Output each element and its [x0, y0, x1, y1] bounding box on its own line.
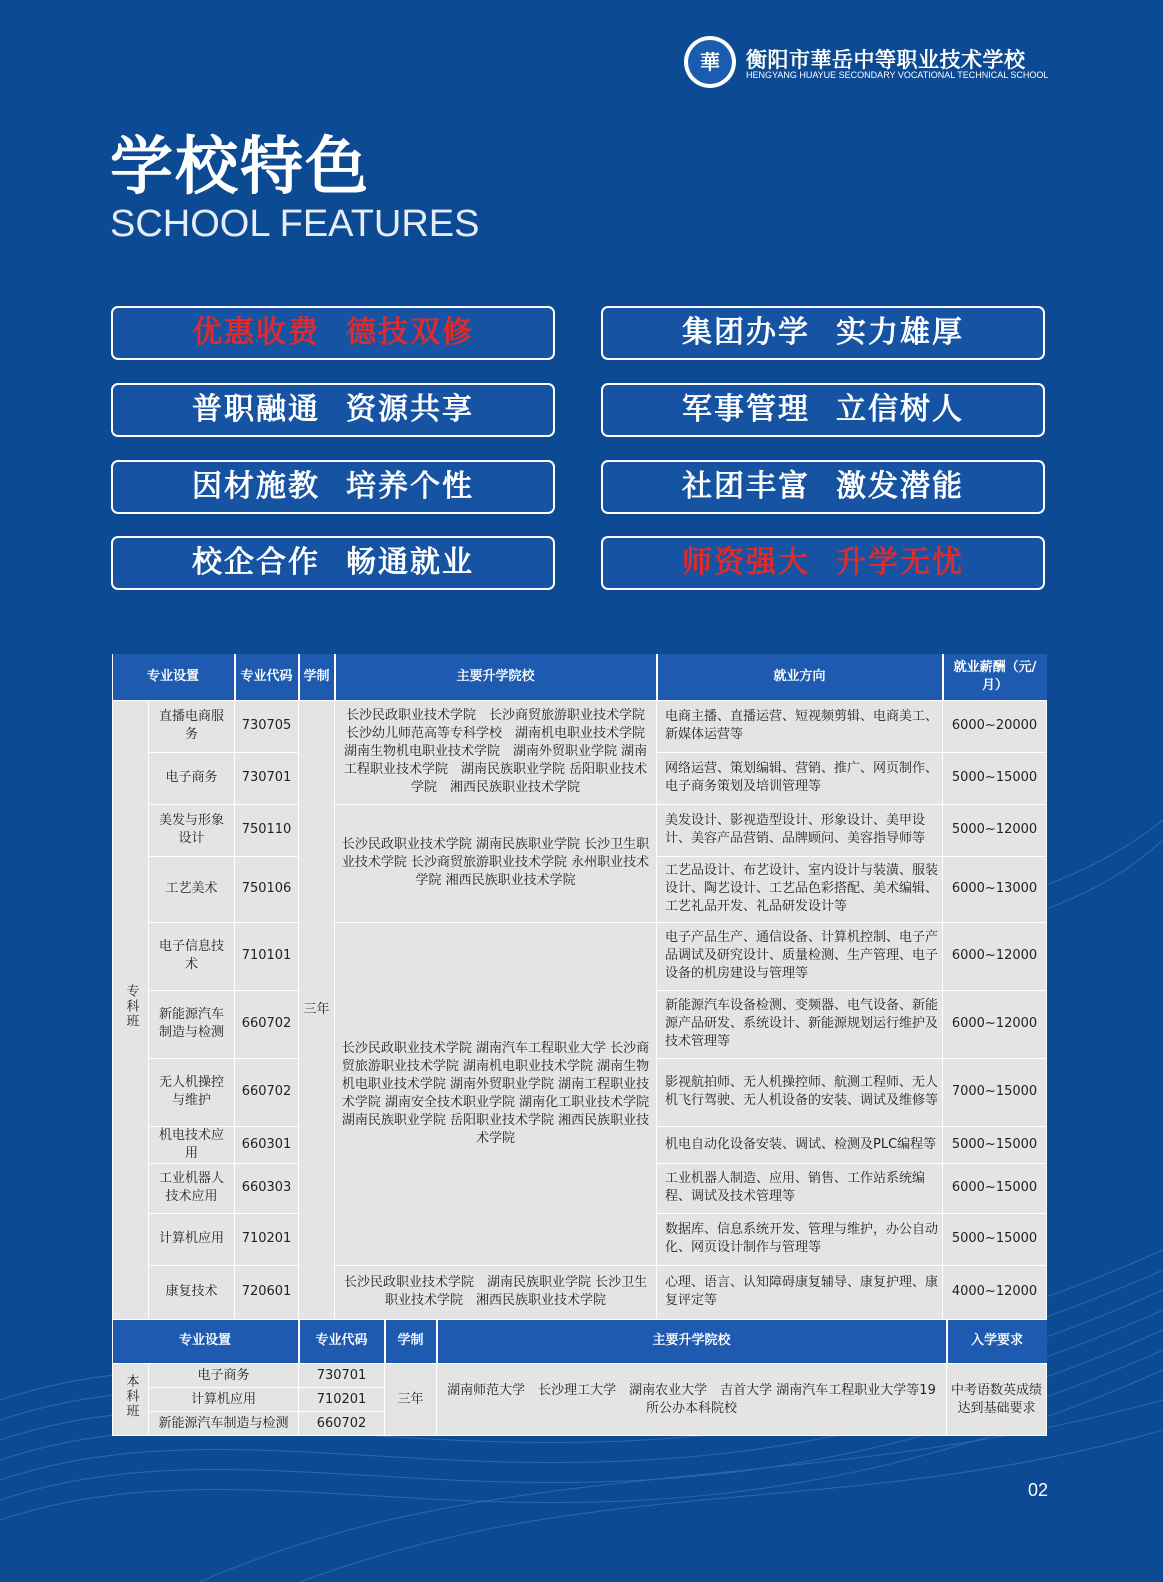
requirement-cell: 中考语数英成绩达到基础要求 [947, 1364, 1047, 1436]
header-schools: 主要升学院校 [335, 654, 657, 700]
page-subtitle: SCHOOL FEATURES [110, 203, 480, 245]
feature-box: 优惠收费 德技双修 [111, 306, 555, 360]
header-major: 专业设置 [113, 654, 235, 700]
feature-box: 普职融通 资源共享 [111, 383, 555, 437]
header-code: 专业代码 [235, 654, 299, 700]
schools-cell: 长沙民政职业技术学院 湖南民族职业学院 长沙卫生职业技术学院 长沙商贸旅游职业技术学院 永州职业技术学院 湘西民族职业技术学院 [335, 804, 657, 922]
table-row: 美发与形象设计 750110 长沙民政职业技术学院 湖南民族职业学院 长沙卫生职业技术学院 长沙商贸旅游职业技术学院 永州职业技术学院 湘西民族职业技术学院 美发设计、影视造型设计、形象设计、美甲设计、美容产品营销、品牌顾问、美容指导师等 5000~12000 [113, 804, 1047, 856]
table-row: 电子信息技术 710101 长沙民政职业技术学院 湖南汽车工程职业大学 长沙商贸旅游职业技术学院 湖南机电职业技术学院 湖南生物机电职业技术学院 湖南外贸职业学院 湖南工程职业技术学院 湖南安全技术职业学院 湖南化工职业技术学院 湖南民族职业学院 岳阳职业技术学院 湘西民族职业技术学院 电子产品生产、通信设备、计算机控制、电子产品调试及研究设计、质量检测、生产管理、电子设备的机房建设与管理等 6000~12000 [113, 922, 1047, 990]
associate-majors-table [112, 654, 1047, 1320]
page-title: 学校特色 [110, 130, 370, 203]
table-row: 电子商务 730701 网络运营、策划编辑、营销、推广、网页制作、电子商务策划及培训管理等 5000~15000 [113, 752, 1047, 804]
table-row: 无人机操控与维护 660702 影视航拍师、无人机操控师、航测工程师、无人机飞行驾驶、无人机设备的安装、调试及维修等 7000~15000 [113, 1058, 1047, 1126]
table-row: 计算机应用 710201 数据库、信息系统开发、管理与维护，办公自动化、网页设计制作与管理等 5000~15000 [113, 1213, 1047, 1265]
table-row: 新能源汽车制造与检测 660702 [113, 1412, 1047, 1436]
header-code: 专业代码 [299, 1320, 385, 1364]
feature-box: 因材施教 培养个性 [111, 460, 555, 514]
feature-box: 军事管理 立信树人 [601, 383, 1045, 437]
schools-cell: 长沙民政职业技术学院 湖南民族职业学院 长沙卫生职业技术学院 湘西民族职业技术学院 [335, 1265, 657, 1319]
feature-box: 集团办学 实力雄厚 [601, 306, 1045, 360]
feature-box: 社团丰富 激发潜能 [601, 460, 1045, 514]
table-row: 新能源汽车制造与检测 660702 新能源汽车设备检测、变频器、电气设备、新能源产品研发、系统设计、新能源规划运行维护及技术管理等 6000~12000 [113, 990, 1047, 1058]
group-label: 本科班 [113, 1364, 149, 1436]
majors-table-container [112, 654, 1046, 1432]
table-row: 工艺美术 750106 工艺品设计、布艺设计、室内设计与装潢、服装设计、陶艺设计、工艺品色彩搭配、美术编辑、工艺礼品开发、礼品研发设计等 6000~13000 [113, 856, 1047, 922]
page-number: 02 [1028, 1480, 1049, 1500]
table-row: 机电技术应用 660301 机电自动化设备安装、调试、检测及PLC编程等 5000~15000 [113, 1126, 1047, 1163]
table-row: 专科班 直播电商服务 730705 三年 长沙民政职业技术学院 长沙商贸旅游职业技术学院 长沙幼儿师范高等专科学校 湖南机电职业技术学院 湖南生物机电职业技术学院 湖南外贸职业学院 湖南工程职业技术学院 湖南民族职业学院 岳阳职业技术学院 湘西民族职业技术学院 电商主播、直播运营、短视频剪辑、电商美工、新媒体运营等 6000~20000 [113, 700, 1047, 752]
years-cell: 三年 [385, 1364, 437, 1436]
header-salary: 就业薪酬（元/月） [943, 654, 1047, 700]
logo-emblem: 華 [684, 36, 736, 88]
header-years: 学制 [299, 654, 335, 700]
table-row: 康复技术 720601 长沙民政职业技术学院 湖南民族职业学院 长沙卫生职业技术学院 湘西民族职业技术学院 心理、语言、认知障碍康复辅导、康复护理、康复评定等 4000~12000 [113, 1265, 1047, 1319]
schools-cell: 长沙民政职业技术学院 长沙商贸旅游职业技术学院 长沙幼儿师范高等专科学校 湖南机电职业技术学院 湖南生物机电职业技术学院 湖南外贸职业学院 湖南工程职业技术学院 湖南民族职业学院 岳阳职业技术学院 湘西民族职业技术学院 [335, 700, 657, 804]
school-logo [684, 36, 1056, 94]
header-jobs: 就业方向 [657, 654, 943, 700]
table-header-row [113, 654, 1047, 700]
schools-cell: 长沙民政职业技术学院 湖南汽车工程职业大学 长沙商贸旅游职业技术学院 湖南机电职业技术学院 湖南生物机电职业技术学院 湖南外贸职业学院 湖南工程职业技术学院 湖南安全技术职业学院 湖南化工职业技术学院 湖南民族职业学院 岳阳职业技术学院 湘西民族职业技术学院 [335, 922, 657, 1265]
group-label: 专科班 [113, 700, 149, 1319]
logo-name-en: HENGYANG HUAYUE SECONDARY VOCATIONAL TECHNICAL SCHOOL [746, 70, 1049, 80]
feature-box: 师资强大 升学无忧 [601, 536, 1045, 590]
header-schools: 主要升学院校 [437, 1320, 947, 1364]
feature-box: 校企合作 畅通就业 [111, 536, 555, 590]
bachelor-majors-table [112, 1320, 1047, 1437]
header-years: 学制 [385, 1320, 437, 1364]
table-row: 计算机应用 710201 [113, 1388, 1047, 1412]
header-requirement: 入学要求 [947, 1320, 1047, 1364]
schools-cell: 湖南师范大学 长沙理工大学 湖南农业大学 吉首大学 湖南汽车工程职业大学等19所公办本科院校 [437, 1364, 947, 1436]
table-row: 工业机器人技术应用 660303 工业机器人制造、应用、销售、工作站系统编程、调试及技术管理等 6000~15000 [113, 1163, 1047, 1213]
years-cell: 三年 [299, 700, 335, 1319]
logo-name-cn: 衡阳市華岳中等职业技术学校 [746, 48, 1026, 72]
table-row: 本科班 电子商务 730701 三年 湖南师范大学 长沙理工大学 湖南农业大学 吉首大学 湖南汽车工程职业大学等19所公办本科院校 中考语数英成绩达到基础要求 [113, 1364, 1047, 1388]
table-header-row [113, 1320, 1047, 1364]
header-major: 专业设置 [113, 1320, 299, 1364]
